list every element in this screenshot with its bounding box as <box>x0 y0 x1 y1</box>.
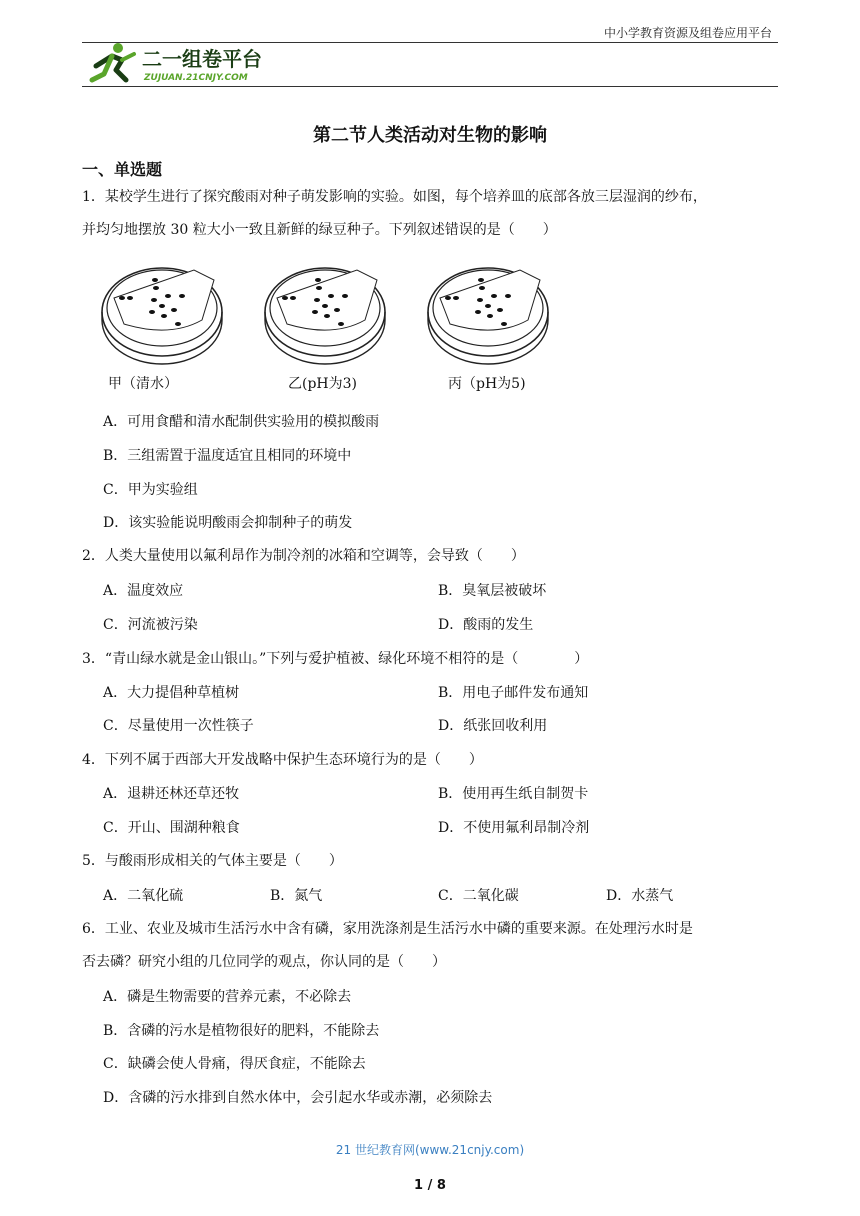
q1-stem-line2: 并均匀地摆放 30 粒大小一致且新鲜的绿豆种子。下列叙述错误的是（ ） <box>82 222 557 238</box>
q2-option-d[interactable]: D．酸雨的发生 <box>438 617 534 633</box>
q4-stem: 4．下列不属于西部大开发战略中保护生态环境行为的是（ ） <box>82 752 483 768</box>
section-heading: 一、单选题 <box>82 160 163 179</box>
q4-option-a[interactable]: A．退耕还林还草还牧 <box>103 786 240 802</box>
petri-dish-yi <box>265 268 385 364</box>
q6-option-b[interactable]: B．含磷的污水是植物很好的肥料，不能除去 <box>103 1023 380 1039</box>
q2-option-c[interactable]: C．河流被污染 <box>103 617 198 633</box>
q5-option-b[interactable]: B．氮气 <box>270 888 323 904</box>
q6-stem-line1: 6．工业、农业及城市生活污水中含有磷，家用洗涤剂是生活污水中磷的重要来源。在处理污水时是 <box>82 921 693 937</box>
q3-stem: 3．“青山绿水就是金山银山。”下列与爱护植被、绿化环境不相符的是（ ） <box>82 651 589 667</box>
q1-option-a[interactable]: A．可用食醋和清水配制供实验用的模拟酸雨 <box>103 414 380 430</box>
header-bottom-rule <box>82 86 778 87</box>
q4-option-d[interactable]: D．不使用氟利昂制冷剂 <box>438 820 590 836</box>
petri-dish-bing <box>428 268 548 364</box>
page-title: 第二节人类活动对生物的影响 <box>313 125 547 146</box>
runner-icon <box>92 43 134 80</box>
caption-yi: 乙(pH为3) <box>288 376 358 392</box>
q3-option-b[interactable]: B．用电子邮件发布通知 <box>438 685 589 701</box>
q3-option-d[interactable]: D．纸张回收利用 <box>438 718 548 734</box>
petri-dish-figure <box>100 254 560 399</box>
q5-stem: 5．与酸雨形成相关的气体主要是（ ） <box>82 853 343 869</box>
q5-option-a[interactable]: A．二氧化硫 <box>103 888 184 904</box>
q5-option-c[interactable]: C．二氧化碳 <box>438 888 519 904</box>
footer-site-link[interactable]: 21 世纪教育网(www.21cnjy.com) <box>335 1143 525 1157</box>
q6-option-a[interactable]: A．磷是生物需要的营养元素，不必除去 <box>103 989 352 1005</box>
q2-option-b[interactable]: B．臭氧层被破坏 <box>438 583 547 599</box>
q5-option-d[interactable]: D．水蒸气 <box>606 888 674 904</box>
q1-option-d[interactable]: D．该实验能说明酸雨会抑制种子的萌发 <box>103 515 353 531</box>
page-number: 1 / 8 <box>414 1178 446 1193</box>
q4-option-c[interactable]: C．开山、围湖种粮食 <box>103 820 240 836</box>
logo-subtext: ZUJUAN.21CNJY.COM <box>144 73 248 83</box>
petri-dish-jia <box>102 268 222 364</box>
caption-bing: 丙（pH为5) <box>448 376 526 392</box>
q6-option-d[interactable]: D．含磷的污水排到自然水体中，会引起水华或赤潮，必须除去 <box>103 1090 493 1106</box>
q3-option-c[interactable]: C．尽量使用一次性筷子 <box>103 718 254 734</box>
q1-stem-line1: 1．某校学生进行了探究酸雨对种子萌发影响的实验。如图，每个培养皿的底部各放三层湿润的纱布， <box>82 189 707 205</box>
site-logo[interactable] <box>82 40 282 86</box>
caption-jia: 甲（清水） <box>108 376 178 392</box>
q4-option-b[interactable]: B．使用再生纸自制贺卡 <box>438 786 589 802</box>
q2-option-a[interactable]: A．温度效应 <box>103 583 184 599</box>
q1-option-c[interactable]: C．甲为实验组 <box>103 482 198 498</box>
q6-option-c[interactable]: C．缺磷会使人骨痛，得厌食症，不能除去 <box>103 1056 366 1072</box>
logo-text: 二一组卷平台 <box>142 47 262 71</box>
q2-stem: 2．人类大量使用以氟利昂作为制冷剂的冰箱和空调等，会导致（ ） <box>82 548 525 564</box>
q1-option-b[interactable]: B．三组需置于温度适宜且相同的环境中 <box>103 448 352 464</box>
q3-option-a[interactable]: A．大力提倡种草植树 <box>103 685 240 701</box>
header-platform-name: 中小学教育资源及组卷应用平台 <box>603 26 772 40</box>
q6-stem-line2: 否去磷？研究小组的几位同学的观点，你认同的是（ ） <box>82 954 446 970</box>
